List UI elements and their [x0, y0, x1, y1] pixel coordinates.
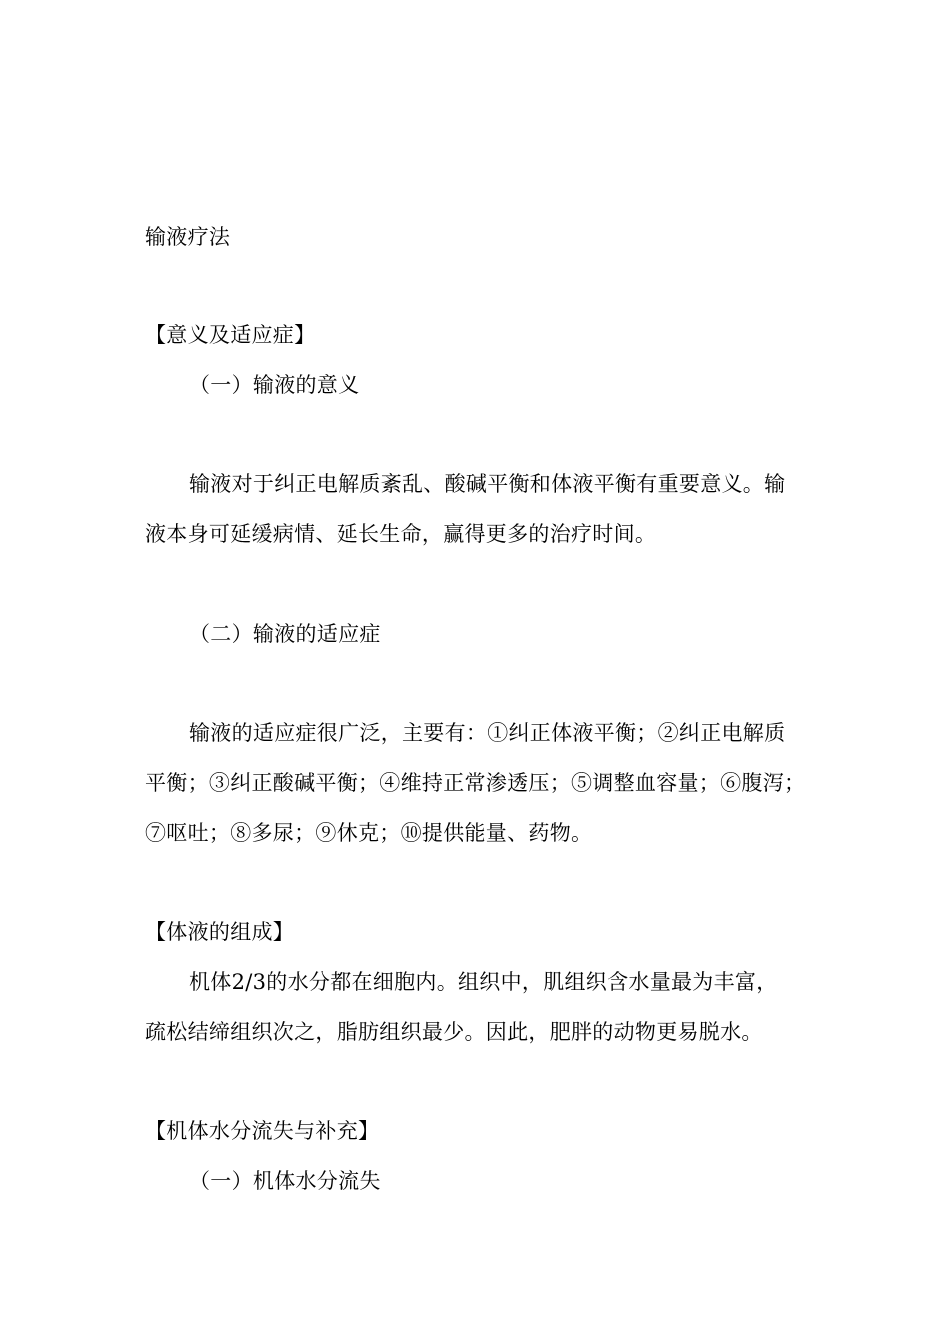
document-title: 输液疗法 — [145, 225, 231, 249]
paragraph-line: 输液的适应症很广泛，主要有：①纠正体液平衡；②纠正电解质 — [189, 721, 786, 745]
subheading-infusion-significance: （一）输液的意义 — [189, 373, 360, 397]
paragraph-line: 疏松结缔组织次之，脂肪组织最少。因此，肥胖的动物更易脱水。 — [145, 1020, 763, 1044]
paragraph-line: 液本身可延缓病情、延长生命，赢得更多的治疗时间。 — [145, 522, 657, 546]
subheading-infusion-indications: （二）输液的适应症 — [189, 622, 381, 646]
section-heading-water-loss: 【机体水分流失与补充】 — [145, 1119, 380, 1143]
paragraph-line: 机体2/3的水分都在细胞内。组织中，肌组织含水量最为丰富， — [189, 970, 778, 994]
section-heading-significance: 【意义及适应症】 — [145, 323, 316, 347]
section-heading-body-fluid: 【体液的组成】 — [145, 920, 295, 944]
paragraph-line: 平衡；③纠正酸碱平衡；④维持正常渗透压；⑤调整血容量；⑥腹泻； — [145, 771, 806, 795]
paragraph-line: ⑦呕吐；⑧多尿；⑨休克；⑩提供能量、药物。 — [145, 821, 593, 845]
subheading-water-loss: （一）机体水分流失 — [189, 1169, 381, 1193]
paragraph-line: 输液对于纠正电解质紊乱、酸碱平衡和体液平衡有重要意义。输 — [189, 472, 786, 496]
